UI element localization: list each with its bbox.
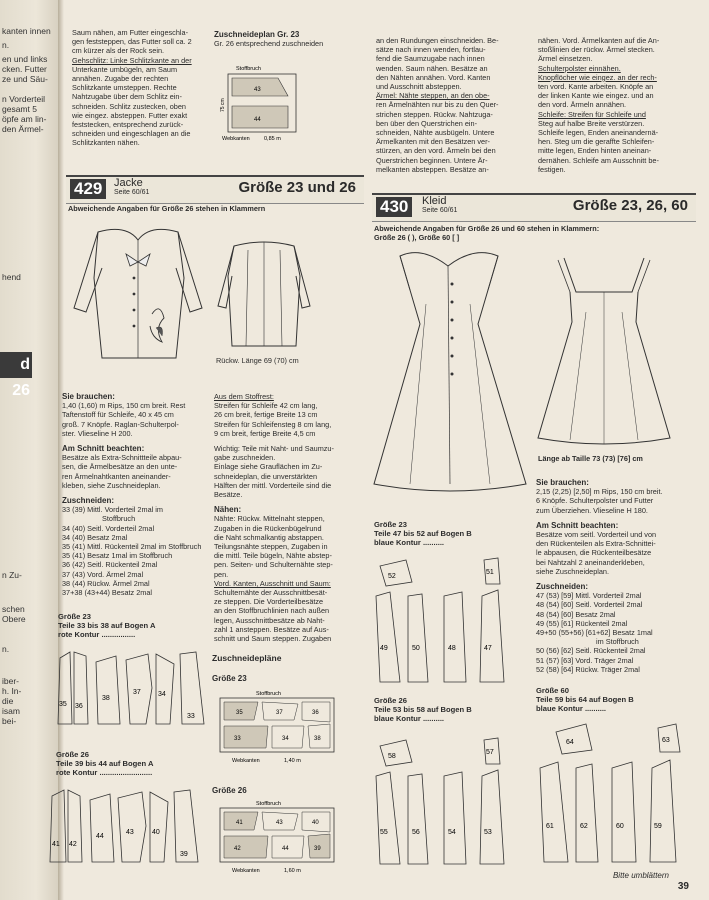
svg-text:49: 49	[380, 645, 388, 652]
model-number: 430	[376, 197, 412, 217]
piece-number: 36	[75, 703, 83, 710]
model-number: 429	[70, 179, 106, 199]
svg-text:50: 50	[412, 645, 420, 652]
model-430-gr23-pattern-pieces	[372, 556, 528, 688]
margin-fragment: h. In-	[2, 686, 22, 696]
plan-fold-label: Stoffbruch	[236, 66, 261, 72]
margin-fragment: gesamt 5	[2, 104, 37, 114]
svg-text:Stoffbruch: Stoffbruch	[256, 691, 281, 697]
model-430-note: Abweichende Angaben für Größe 26 und 60 stehen in Klammern: Größe 26 ( ), Größe 60 [ ]	[374, 224, 600, 243]
svg-text:60: 60	[616, 823, 624, 830]
margin-fragment: schen	[2, 604, 25, 614]
dress-length: Länge ab Taille 73 (73) [76] cm	[538, 454, 643, 463]
model-430-materials: Sie brauchen: 2,15 (2,25) [2,50] m Rips, 150 cm breit. 6 Knöpfe. Schulterpolster und Futter zum Überziehen. Vlieseline H 180. Am Schnitt beachten: Besätze vom seitl. Vorderteil und von den Rückenteilen als Extra-Schnittei- le abpausen, die Rückenteilbesätze bei Nahtzahl 2 aneinanderkleben, siehe Zuschneideplan. Zuschneiden: 47 (53) [59] Mittl. Vorderteil 2mal 48 (54) [60] Seitl. Vorderteil 2mal 48 (54) [60] Besatz 2mal 49 (55) [61] Rückenteil 2mal 49+50 (55+56) [61+62] Besatz 1mal im Stoffbruch 50 (56) [62] Seitl. Rückenteil 2mal 51 (57) [63] Vord. Träger 2mal 52 (58) [64] Rückw. Träger 2mal	[536, 478, 663, 674]
svg-text:1,60 m: 1,60 m	[284, 868, 301, 874]
svg-text:61: 61	[546, 823, 554, 830]
svg-text:35: 35	[236, 710, 243, 716]
cutting-plan-23-caption: Zuschneideplan Gr. 23 Gr. 26 entsprechend zuschneiden	[214, 30, 324, 49]
svg-text:43: 43	[276, 820, 283, 826]
plan-selvage-label: Webkanten	[222, 136, 250, 142]
sewing-instructions-sleeves: an den Rundungen einschneiden. Be- sätze nach innen wenden, fortlau- fend die Saumzugabe nach innen wenden. Saum nähen. Besätze an den Nähten annähen. Vord. Kanten und Ausschnitt absteppen. Ärmel: Nähte steppen, an den obe- ren Ärmelnähten nur bis zu den Quer- strichen steppen. Rückw. Nahtzuga- ben über den Querstrichen ein- schneiden, Nähte ausbügeln. Untere Ärmelkanten mit den Besätzen ver- stürzen, an den vord. Ärmeln bei den Querstrichen beginnen. Untere Är- melkanten absteppen. Besätze an-	[376, 36, 499, 174]
svg-text:64: 64	[566, 739, 574, 746]
svg-text:36: 36	[312, 710, 319, 716]
margin-fragment: den Ärmel-	[2, 124, 44, 134]
svg-text:54: 54	[448, 829, 456, 836]
margin-fragment: n Vorderteil	[2, 94, 45, 104]
cutting-plan-23-diagram	[218, 66, 318, 144]
piece-number: 42	[69, 841, 77, 848]
margin-fragment: cken. Futter	[2, 64, 47, 74]
margin-fragment: n Zu-	[2, 570, 22, 580]
svg-text:40: 40	[312, 820, 319, 826]
model-429-note: Abweichende Angaben für Größe 26 stehen in Klammern	[68, 204, 266, 213]
model-type: Kleid	[422, 195, 447, 207]
jacket-front-sketch	[68, 218, 208, 378]
svg-text:58: 58	[388, 753, 396, 760]
svg-text:34: 34	[282, 736, 289, 742]
model-430-gr60-pattern-pieces	[536, 722, 696, 870]
svg-text:51: 51	[486, 569, 494, 576]
model-429-instructions: Aus dem Stoffrest: Streifen für Schleife 42 cm lang, 26 cm breit, fertige Breite 13 cm Streifen für Schleifensteg 8 cm lang, 9 cm breit, fertige Breite 4,5 cm Wichtig: Teile mit Naht- und Saumzu- gabe zuschneiden. Einlage siehe Grauflächen im Zu- schneideplan, die unverstärkten Hälften der mittl. Vorderteile sind die Besätze. Nähen: Nähte: Rückw. Mittelnaht steppen, Zugaben in die Rückenbügelrund die Naht schmalkantig abstappen. Teilungsnähte steppen, Zugaben in die mittl. Teile bügeln, Nähte abstep- pen. Seiten- und Schulternähte step- pen. Vord. Kanten, Ausschnitt und Saum: Schulternähte der Ausschnittbesät- ze steppen. Die Vorderteilbesätze an den Stoffbruchlinien nach außen legen, Ausschnittbesätze ab Naht- zahl 1 ansteppen. Besätze auf Aus- schnitt und Saum steppen. Zugaben	[214, 392, 334, 644]
model-type: Jacke	[114, 177, 143, 189]
model-430-gr26-caption: Größe 26 Teile 53 bis 58 auf Bogen B blaue Kontur ..........	[374, 696, 472, 724]
model-page-ref: Seite 60/61	[422, 207, 458, 214]
jacket-back-length: Rückw. Länge 69 (70) cm	[216, 356, 299, 365]
cutting-plan-429-gr26	[218, 800, 338, 878]
svg-text:37: 37	[276, 710, 283, 716]
page-number: 39	[677, 881, 689, 892]
margin-fragment: ze und Säu-	[2, 74, 48, 84]
svg-text:55: 55	[380, 829, 388, 836]
piece-number: 39	[180, 851, 188, 858]
margin-fragment: n.	[2, 644, 10, 654]
piece-number: 40	[152, 829, 160, 836]
piece-number: 35	[59, 701, 67, 708]
plan-piece-label: 44	[254, 117, 261, 123]
svg-text:Stoffbruch: Stoffbruch	[256, 801, 281, 807]
svg-text:42: 42	[234, 846, 241, 852]
svg-text:53: 53	[484, 829, 492, 836]
model-429-materials: Sie brauchen: 1,40 (1,60) m Rips, 150 cm breit. Rest Taftenstoff für Schleife, 40 x 45 cm groß. 7 Knöpfe. Raglan-Schulterpol- ster. Vlieseline H 200. Am Schnitt beachten: Besätze als Extra-Schnittteile abpau- sen, die Ärmelbesätze an den unte- ren Ärmelnahtkanten aneinander- kleben, siehe Zuschneideplan. Zuschneiden: 33 (39) Mittl. Vorderteil 2mal im Stoffbruch 34 (40) Seitl. Vorderteil 2mal 34 (40) Besatz 2mal 35 (41) Mittl. Rückenteil 2mal im Stoffbruch 35 (41) Besatz 1mal im Stoffbruch 36 (42) Seitl. Rückenteil 2mal 37 (43) Vord. Ärmel 2mal 38 (44) Rückw. Ärmel 2mal 37+38 (43+44) Besatz 2mal	[62, 392, 202, 598]
model-sizes: Größe 23, 26, 60	[572, 197, 688, 214]
turn-page-note: Bitte umblättern	[612, 871, 669, 880]
cutting-plan-429-gr23	[218, 690, 338, 768]
model-sizes: Größe 23 und 26	[238, 179, 356, 196]
model-page-ref: Seite 60/61	[114, 189, 150, 196]
model-430-gr26-pattern-pieces	[372, 736, 528, 872]
piece-number: 34	[158, 691, 166, 698]
svg-text:62: 62	[580, 823, 588, 830]
margin-fragment: en und links	[2, 54, 48, 64]
piece-number: 37	[133, 689, 141, 696]
svg-text:44: 44	[282, 846, 289, 852]
model-430-header	[372, 193, 696, 222]
svg-text:41: 41	[236, 820, 243, 826]
svg-text:38: 38	[314, 736, 321, 742]
margin-fragment: bei-	[2, 716, 17, 726]
piece-number: 33	[187, 713, 195, 720]
svg-text:63: 63	[662, 737, 670, 744]
plan-width-label: 75 cm	[220, 98, 226, 112]
model-430-gr23-caption: Größe 23 Teile 47 bis 52 auf Bogen B blaue Kontur ..........	[374, 520, 472, 548]
model-429-gr23-caption: Größe 23 Teile 33 bis 38 auf Bogen A rote Kontur ................	[58, 612, 156, 640]
jacket-back-sketch	[214, 236, 314, 356]
cutting-plans-title: Zuschneidepläne	[212, 653, 282, 663]
piece-number: 44	[96, 833, 104, 840]
svg-text:56: 56	[412, 829, 420, 836]
piece-number: 43	[126, 829, 134, 836]
plan-length-label: 0,85 m	[264, 136, 281, 142]
svg-text:33: 33	[234, 736, 241, 742]
margin-fragment: kanten innen	[2, 26, 51, 36]
svg-text:1,40 m: 1,40 m	[284, 758, 301, 764]
sewing-instructions-continued: Saum nähen, am Futter eingeschla- gen feststeppen, das Futter soll ca. 2 cm kürzer als der Rock sein. Gehschlitz: Linke Schlitzkante an der Unterkante umbügeln, am Saum annähen. Zugabe der rechten Schlitzkante umsteppen. Rechte Nahtzugabe über dem Schlitz ein- schneiden. Schlitz zustecken, oben wie eingez. absteppen. Futter exakt feststecken, entsprechend zurück- schneiden und eingeschlagen an die Schlitzkanten nähen.	[72, 28, 192, 148]
svg-text:59: 59	[654, 823, 662, 830]
svg-text:Webkanten: Webkanten	[232, 868, 260, 874]
piece-number: 38	[102, 695, 110, 702]
plan23-title: Größe 23	[212, 674, 247, 683]
svg-text:57: 57	[486, 749, 494, 756]
margin-fragment: iber-	[2, 676, 20, 686]
svg-text:48: 48	[448, 645, 456, 652]
plan-piece-label: 43	[254, 87, 261, 93]
dress-back-sketch	[534, 252, 674, 452]
margin-fragment: isam	[2, 706, 20, 716]
margin-fragment: öpfe am lin-	[2, 114, 47, 124]
side-size-label: d 26	[0, 352, 32, 378]
model-429-gr26-pattern-pieces	[48, 786, 200, 868]
svg-text:52: 52	[388, 573, 396, 580]
svg-text:47: 47	[484, 645, 492, 652]
margin-fragment: Obere	[2, 614, 26, 624]
model-430-gr60-caption: Größe 60 Teile 59 bis 64 auf Bogen B blaue Kontur ..........	[536, 686, 634, 714]
model-429-gr26-caption: Größe 26 Teile 39 bis 44 auf Bogen A rote Kontur .........................	[56, 750, 154, 778]
model-429-header	[66, 175, 364, 204]
dress-front-sketch	[370, 244, 530, 500]
plan26-title: Größe 26	[212, 786, 247, 795]
margin-fragment: n.	[2, 40, 10, 50]
left-page-edge	[0, 0, 60, 900]
piece-number: 41	[52, 841, 60, 848]
sewing-instructions-bow: nähen. Vord. Ärmelkanten auf die An- stoßlinien der rückw. Ärmel stecken. Ärmel einsetzen. Schulterpolster einnähen. Knopflöcher wie eingez. an der rech- ten vord. Kante arbeiten. Knöpfe an der linken Kante wie eingez. und an den vord. Ärmeln annähen. Schleife: Streifen für Schleife und Steg auf halbe Breite verstürzen. Schleife legen, Enden aneinandernä- hen. Steg um die geraffte Schleifen- mitte legen, Enden hinten aneinan- dernähen. Schleife am Ausschnitt be- festigen.	[538, 36, 660, 174]
svg-text:39: 39	[314, 846, 321, 852]
svg-text:Webkanten: Webkanten	[232, 758, 260, 764]
margin-fragment: die	[2, 696, 14, 706]
model-429-gr23-pattern-pieces	[56, 648, 208, 730]
margin-fragment: hend	[2, 272, 21, 282]
